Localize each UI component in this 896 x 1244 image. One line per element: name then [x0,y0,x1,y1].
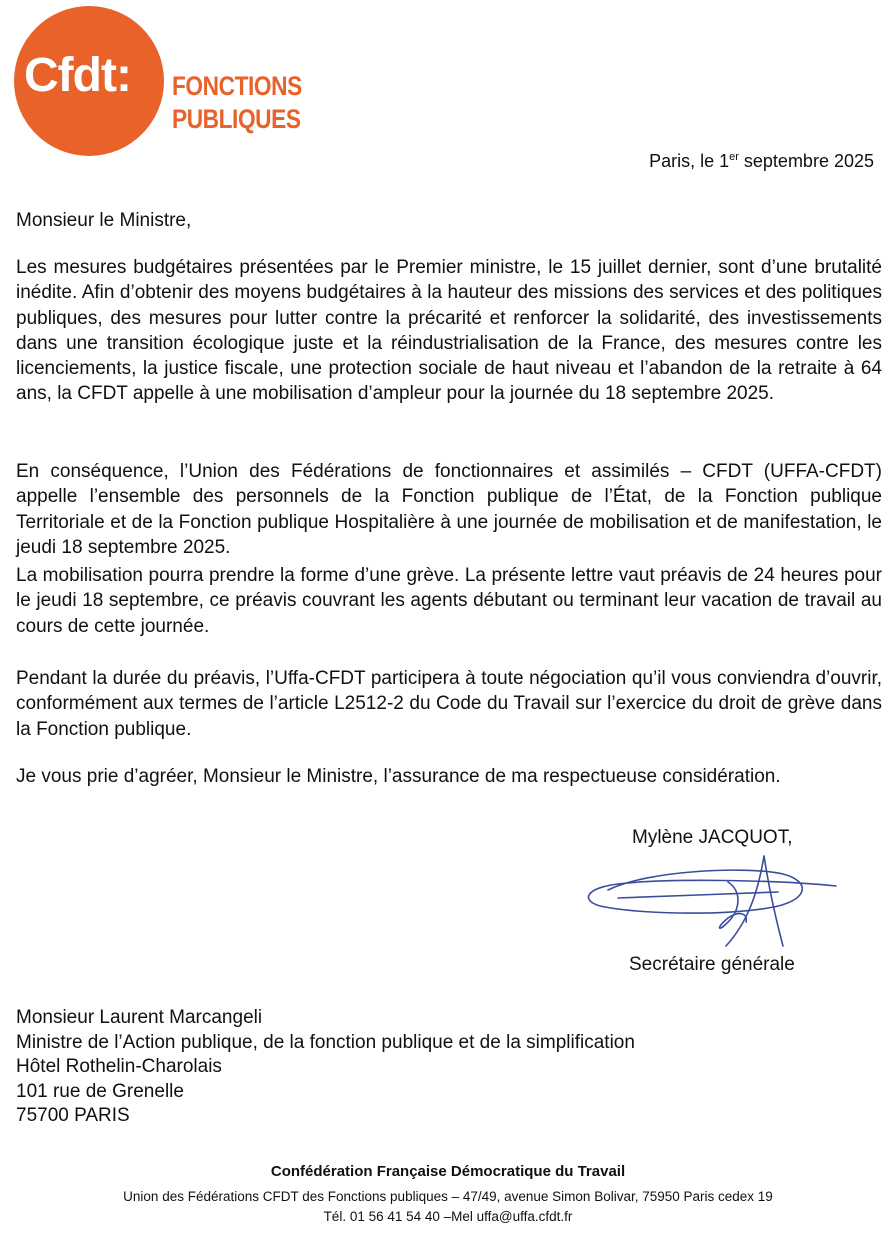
body-paragraph: Pendant la durée du préavis, l’Uffa-CFDT participera à toute négociation qu’il vous conviendra d’ouvrir, conformément aux termes de l’article L2512-2 du Code du Travail sur l’exercice du droit de grève dans la Fonction publique. [16,668,882,740]
closing-paragraph: Je vous prie d’agréer, Monsieur le Ministre, l’assurance de ma respectueuse considération. [16,766,781,787]
recipient-line: 75700 PARIS [16,1105,130,1126]
recipient-line: Monsieur Laurent Marcangeli [16,1007,263,1028]
handwritten-signature [578,852,840,948]
cfdt-logo-mark: Cfdt: [24,49,131,102]
footer-contact: Tél. 01 56 41 54 40 –Mel uffa@uffa.cfdt.fr [323,1209,573,1224]
body-paragraph: Les mesures budgétaires présentées par le Premier ministre, le 15 juillet dernier, sont d’une brutalité inédite. Afin d’obtenir des moyens budgétaires à la hauteur des missions des services et des politiques publiques, des mesures pour lutter contre la précarité et renforcer la solidarité, des investissements dans une transition écologique juste et la réindustrialisation de la France, des mesures contre les licenciements, la justice fiscale, une protection sociale de haut niveau et l’abandon de la retraite à 64 ans, la CFDT appelle à une mobilisation d’ampleur pour la journée du 18 septembre 2025. [16,257,882,405]
signer-title: Secrétaire générale [629,954,795,975]
logo-text-publiques: PUBLIQUES [172,104,301,134]
date-suffix: septembre 2025 [738,151,874,171]
body-paragraph: La mobilisation pourra prendre la forme d’une grève. La présente lettre vaut préavis de 24 heures pour le jeudi 18 septembre, ce préavis couvrant les agents débutant ou terminant leur vacation de travail au cours de cette journée. [16,565,882,637]
footer-organization: Confédération Française Démocratique du Travail [270,1163,626,1180]
body-paragraph: En conséquence, l’Union des Fédérations de fonctionnaires et assimilés – CFDT (UFFA-CFDT) appelle l’ensemble des personnels de la Fonction publique de l’État, de la Fonction publique Territoriale et de la Fonction publique Hospitalière à une journée de mobilisation et de manifestation, le jeudi 18 septembre 2025. [16,461,882,558]
logo-text-fonctions: FONCTIONS [172,71,302,101]
signer-name: Mylène JACQUOT, [632,827,793,848]
recipient-line: 101 rue de Grenelle [16,1080,184,1102]
recipient-address [16,1006,635,1129]
date-superscript: er [729,151,739,163]
footer-address: Union des Fédérations CFDT des Fonctions publiques – 47/49, avenue Simon Bolivar, 75950 Paris cedex 19 [123,1189,773,1204]
recipient-line: Ministre de l’Action publique, de la fonction publique et de la simplification [16,1031,635,1053]
letter-date [649,150,874,172]
recipient-line: Hôtel Rothelin-Charolais [16,1056,222,1077]
salutation: Monsieur le Ministre, [16,210,192,231]
date-prefix: Paris, le 1 [649,151,730,171]
